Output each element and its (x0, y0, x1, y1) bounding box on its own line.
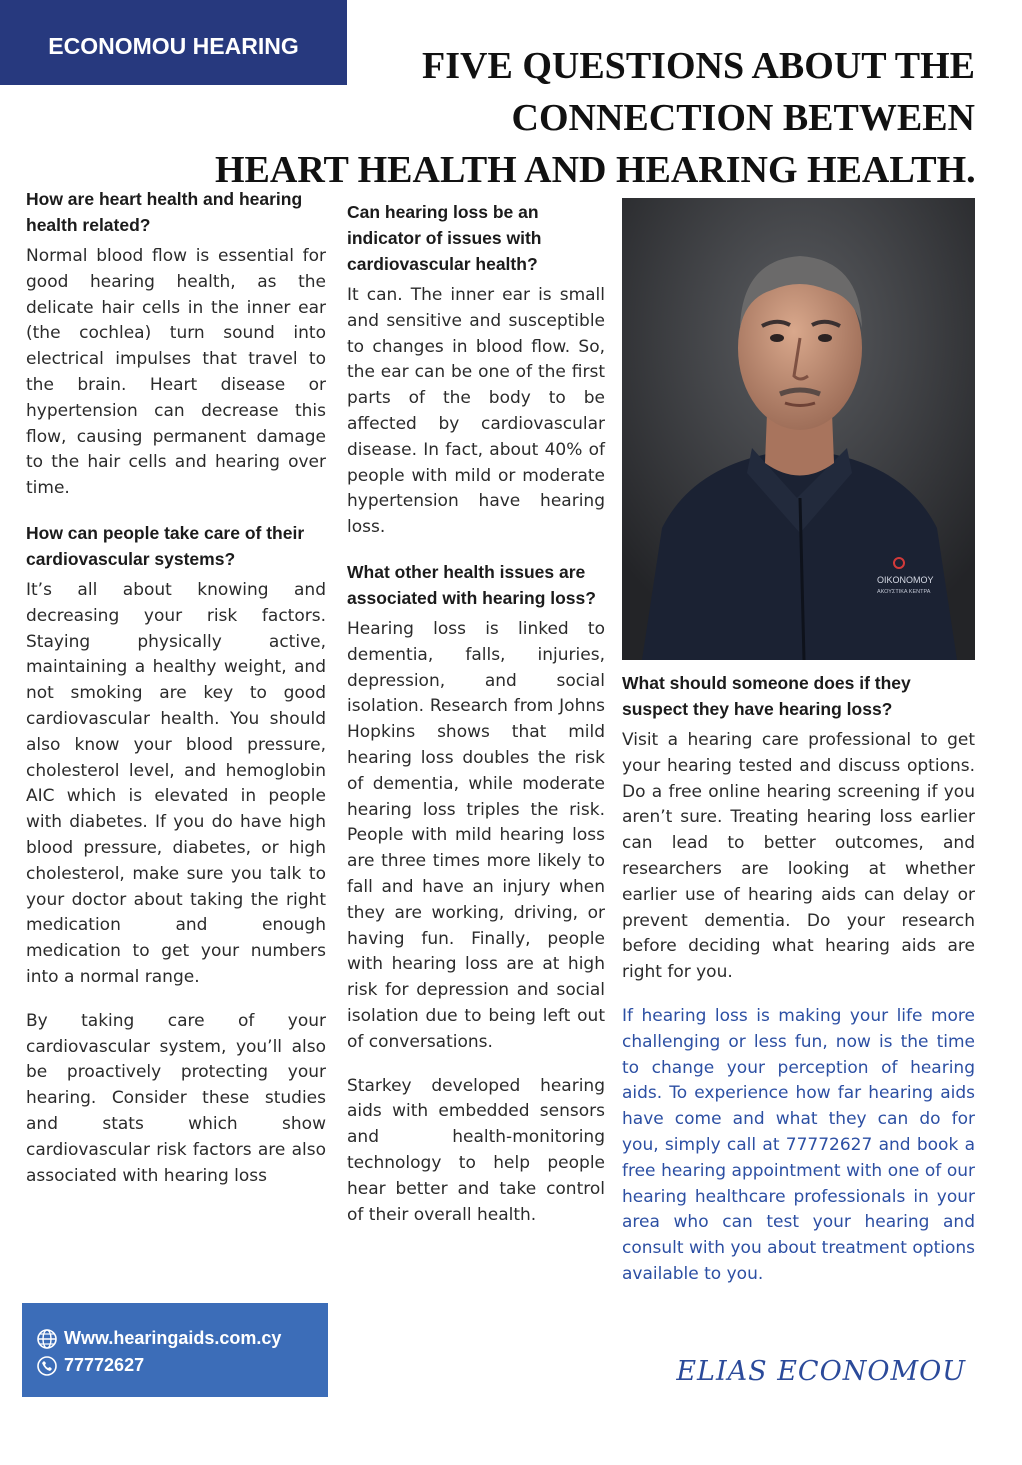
website-row[interactable] (36, 1325, 328, 1352)
phone-icon (36, 1355, 58, 1377)
column-middle (347, 199, 605, 1246)
portrait-illustration (622, 198, 975, 660)
answer-indicator: It can. The inner ear is small and sensitive and susceptible to changes in blood flow. So, the ear can be one of the first parts of the body to be affected by cardiovascular disease. In fact, about 40% of people with mild or moderate hypertension have hearing loss. (347, 285, 605, 538)
call-to-action-paragraph: If hearing loss is making your life more challenging or less fun, now is the time to change your perception of hearing aids. To experience how far hearing aids have come and what they can do for you, simply call at 77772627 and book a free hearing appointment with one of our hearing healthcare professionals in your area who can test your hearing and consult with you about treatment options available to you. (622, 1005, 975, 1284)
title-line-1: FIVE QUESTIONS ABOUT THE (422, 45, 975, 87)
title-line-3: HEART HEALTH AND HEARING HEALTH. (215, 149, 976, 191)
portrait-photo (622, 198, 975, 660)
paragraph-starkey: Starkey developed hearing aids with embedded sensors and health-monitoring technology to help people hear better and take control of their overall health. (347, 1075, 605, 1225)
answer-other-issues: Hearing loss is linked to dementia, falls, injuries, depression, and social isolation. Research from Johns Hopkins shows that mild hearing loss doubles the risk of dementia, while moderate hearing loss triples the risk. People with mild hearing loss are three times more likely to fall and have an injury when they are working, driving, or having fun. Finally, people with hearing loss are at high risk for depression and social isolation due to being left out of conversations. (347, 618, 605, 1052)
contact-box (22, 1303, 328, 1397)
question-other-issues: What other health issues are associated with hearing loss? (347, 561, 596, 608)
page-title (215, 40, 975, 196)
column-left (26, 186, 326, 1207)
question-heart-hearing: How are heart health and hearing health related? (26, 189, 303, 235)
answer-cardio-care: It’s all about knowing and decreasing your risk factors. Staying physically active, maintaining a healthy weight, and not smoking are key to good cardiovascular health. You should also know your blood pressure, cholesterol level, and hemoglobin AIC which is elevated in people with diabetes. If you do have high blood pressure, diabetes, or high cholesterol, make sure you talk to your doctor about taking the right medication and enough medication to get your numbers into a normal range. (26, 579, 326, 987)
question-suspect-loss: What should someone does if they suspect they have hearing loss? (622, 673, 911, 719)
phone-row[interactable] (36, 1352, 328, 1379)
website-link[interactable]: Www.hearingaids.com.cy (64, 1328, 282, 1348)
logo-text-1: OIKONOMOY (877, 575, 934, 585)
brand-name: ECONOMOU HEARING (48, 33, 299, 59)
globe-icon (36, 1328, 58, 1350)
signature: ELIAS ECONOMOU (676, 1356, 966, 1387)
question-indicator: Can hearing loss be an indicator of issues with cardiovascular health? (347, 202, 542, 274)
phone-number[interactable]: 77772627 (64, 1355, 145, 1375)
answer-suspect-loss: Visit a hearing care professional to get your hearing tested and discuss options. Do a free online hearing screening if you aren’t sure. Treating hearing loss earlier can lead to better outcomes, and researchers are looking at whether earlier use of hearing aids can delay or prevent dementia. Do your research before deciding what hearing aids are right for you. (622, 730, 975, 983)
paragraph-protect-hearing: By taking care of your cardiovascular system, you’ll also be proactively protecting your hearing. Consider these studies and stats which show cardiovascular risk factors are also associated with hearing loss (26, 1010, 326, 1186)
answer-heart-hearing: Normal blood flow is essential for good hearing health, as the delicate hair cells in the inner ear (the cochlea) turn sound into electrical impulses that travel to the brain. Heart disease or hypertension can decrease this flow, causing permanent damage to the hair cells and hearing over time. (26, 246, 326, 499)
question-cardio-care: How can people take care of their cardiovascular systems? (26, 522, 305, 569)
column-right (622, 670, 975, 1306)
title-line-2: CONNECTION BETWEEN (511, 97, 975, 139)
logo-text-2: ΑΚΟΥΣΤΙΚΑ ΚΕΝΤΡΑ (877, 589, 931, 595)
